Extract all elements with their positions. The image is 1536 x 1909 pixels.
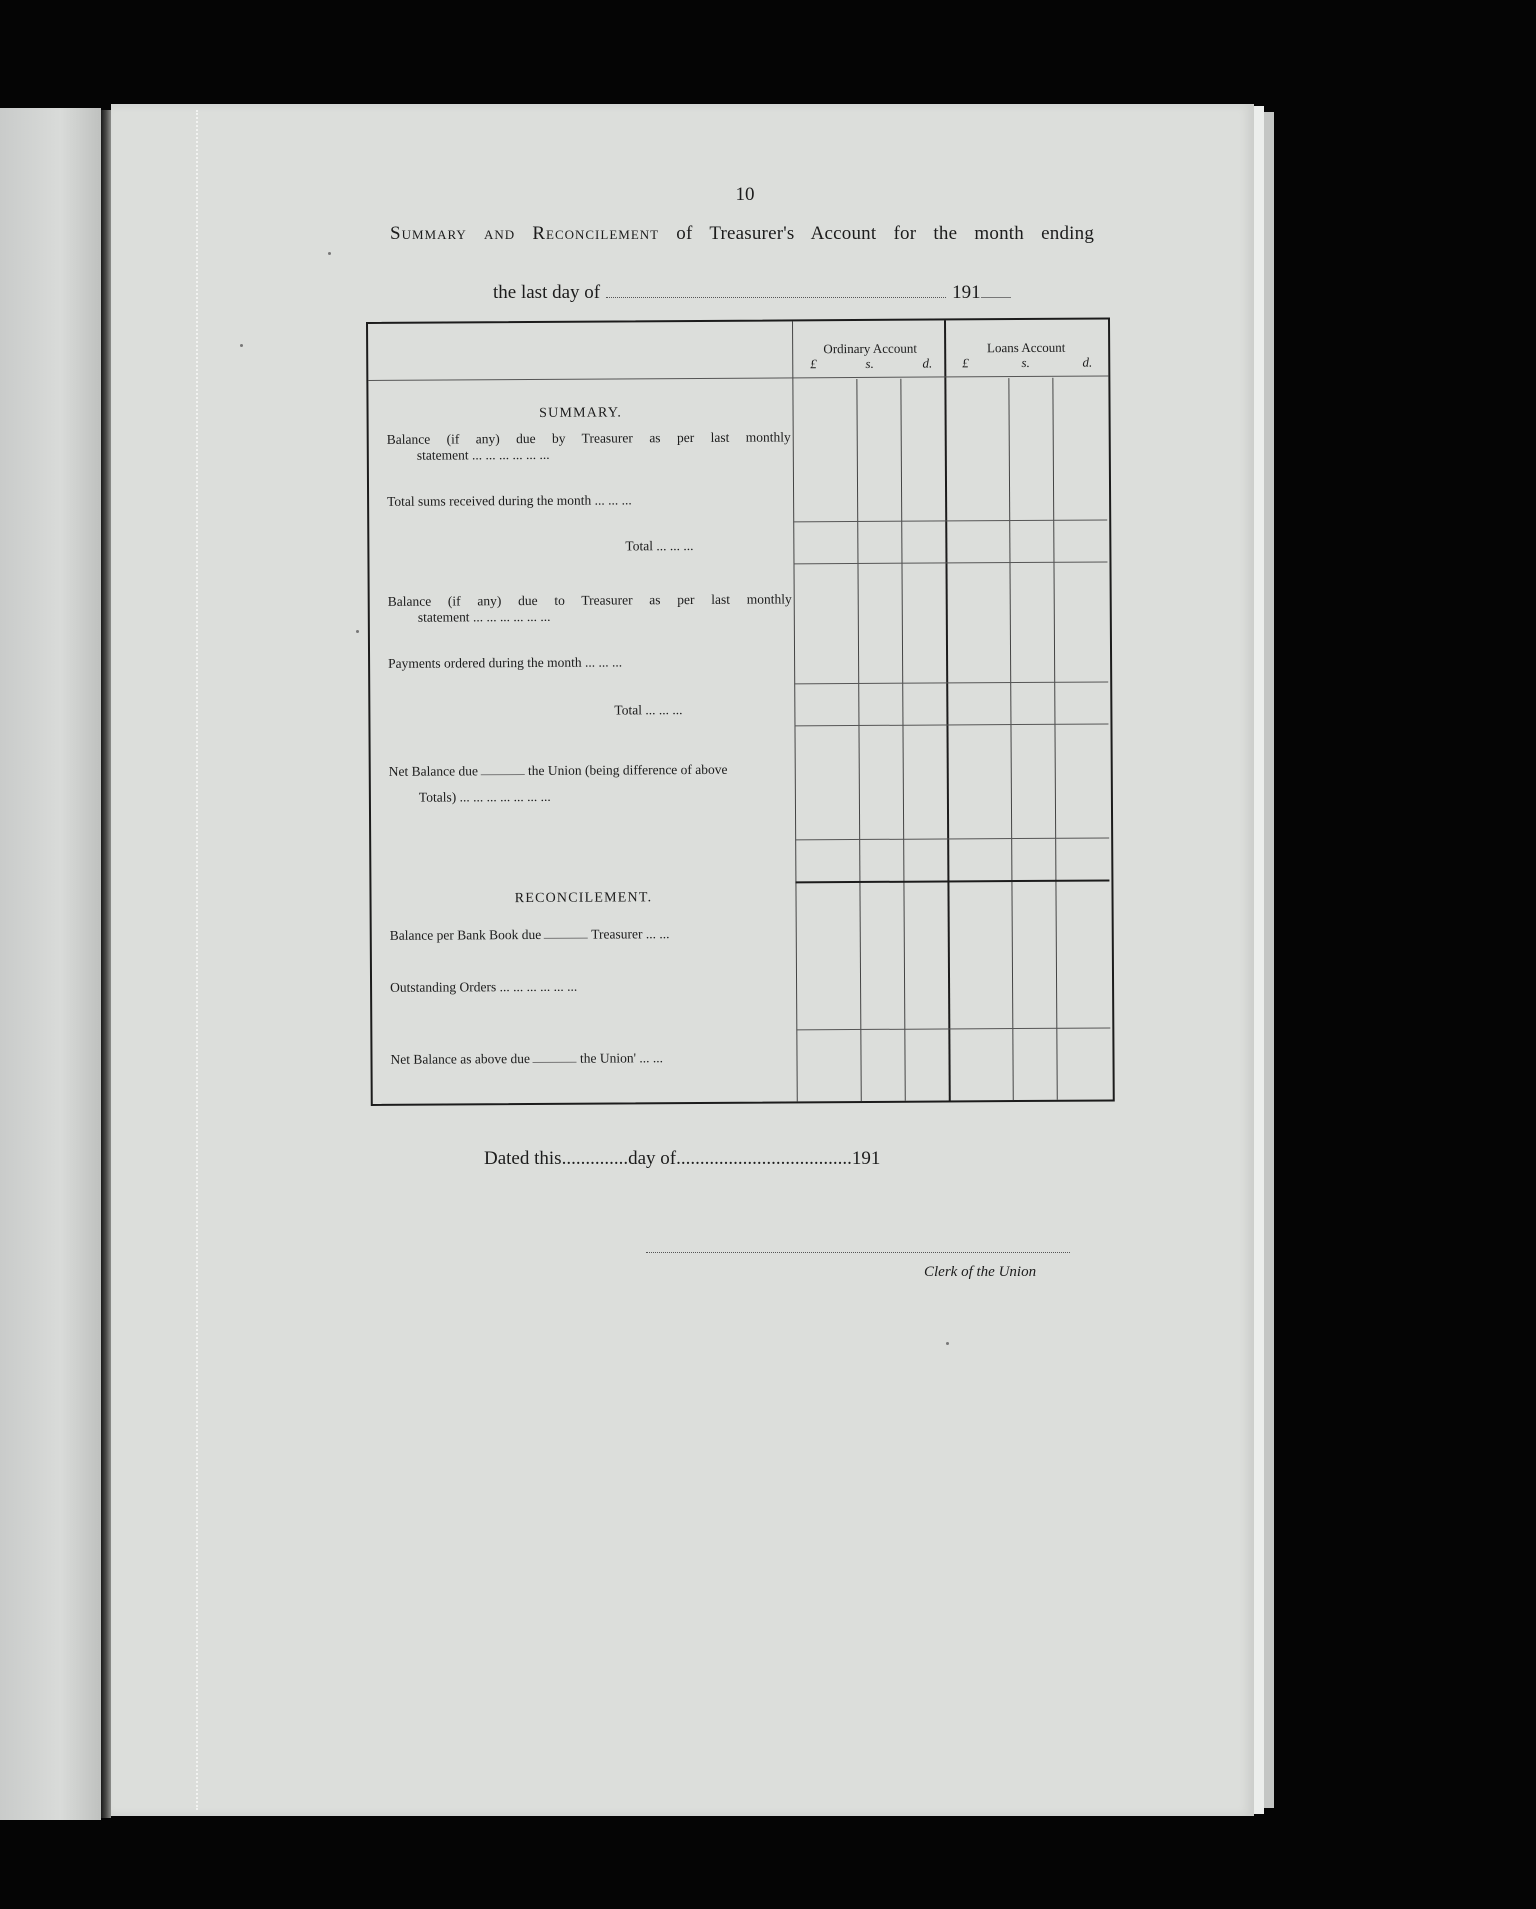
clerk-signature-caption: Clerk of the Union [924, 1264, 1037, 1280]
unit-shilling: s. [865, 355, 874, 371]
bank-book-text-cont: Treasurer ... ... [591, 926, 670, 942]
account-divider [944, 320, 951, 1100]
summary-title: SUMMARY. [539, 405, 623, 421]
heading-date-line [493, 282, 1011, 304]
balance-due-by-label: Balance (if any) due by Treasurer as per last monthly [386, 429, 791, 447]
unit-pence: d. [922, 355, 933, 371]
ordinary-account-header [794, 340, 946, 371]
statement-text: statement ... ... ... ... ... ... [417, 608, 551, 625]
subtotal-rule [794, 681, 1108, 684]
page-edge-shadow [1264, 112, 1274, 1808]
totals-text: Totals) ... ... ... ... ... ... ... [418, 788, 551, 805]
dated-line: Dated this..............day of.....................................191 [484, 1148, 881, 1169]
date-blank [606, 297, 946, 298]
total-label: Total ... ... ... [614, 702, 683, 718]
total-rule [793, 561, 1107, 564]
year-blank [981, 297, 1011, 298]
page-number: 10 [735, 184, 755, 205]
statement-text: statement ... ... ... ... ... ... [416, 446, 550, 463]
signature-line [646, 1252, 1070, 1253]
total-received-label: Total sums received during the month ... ... ... [387, 492, 632, 509]
ordinary-pound-divider [856, 379, 861, 1101]
paper-speck [328, 252, 331, 255]
unit-pound: £ [962, 355, 969, 371]
page-edge [1254, 106, 1264, 1814]
form-heading [390, 223, 1094, 245]
outstanding-orders-label: Outstanding Orders ... ... ... ... ... ... [390, 978, 578, 995]
blank [533, 1062, 577, 1063]
total-rule [794, 723, 1108, 726]
net-balance-rule [795, 837, 1109, 840]
net-balance-label-cont [389, 787, 793, 805]
net-balance-label [389, 761, 793, 779]
heading-rest: of Treasurer's Account for the month ending [676, 223, 1095, 244]
net-balance-above-label [390, 1049, 794, 1067]
net-balance-text-cont: the Union (being difference of above [527, 761, 728, 779]
subtotal-rule [793, 519, 1107, 522]
loans-account-label: Loans Account [986, 339, 1066, 356]
paper-speck [356, 630, 359, 633]
ordinary-units [794, 355, 946, 371]
balance-due-to-label: Balance (if any) due to Treasurer as per last monthly [387, 591, 792, 609]
section-rule [795, 879, 1109, 883]
ordinary-account-label: Ordinary Account [823, 340, 917, 357]
ordinary-shilling-divider [900, 379, 905, 1101]
unit-pound: £ [810, 356, 817, 372]
loans-shilling-divider [1052, 378, 1057, 1100]
net-balance-text: Net Balance due [388, 763, 479, 779]
paper-speck [946, 1342, 949, 1345]
reconcilement-title: RECONCILEMENT. [514, 890, 653, 907]
heading-and: and [483, 223, 516, 244]
total-label: Total ... ... ... [625, 538, 694, 554]
bank-book-label [390, 925, 794, 943]
blank [481, 774, 525, 775]
net-above-text: Net Balance as above due [390, 1051, 530, 1067]
heading-reconcilement: Reconcilement [532, 223, 660, 244]
loans-units [946, 354, 1106, 370]
payments-ordered-label: Payments ordered during the month ... ... ... [388, 654, 623, 671]
facing-page [0, 108, 101, 1820]
balance-due-by-label-cont [387, 445, 791, 463]
heading-summary: Summary [390, 223, 467, 244]
paper-speck [240, 344, 243, 347]
reconcilement-total-rule [796, 1027, 1110, 1030]
blank [544, 938, 588, 939]
balance-due-to-label-cont [388, 607, 792, 625]
loans-account-header [946, 339, 1106, 370]
heading-date-prefix: the last day of [493, 282, 601, 303]
account-table [366, 317, 1115, 1106]
unit-shilling: s. [1021, 354, 1030, 370]
header-rule [368, 375, 1108, 381]
bank-book-text: Balance per Bank Book due [389, 926, 542, 943]
net-above-text-cont: the Union' ... ... [579, 1050, 664, 1066]
perforation-line [196, 110, 198, 1810]
book-gutter [101, 110, 111, 1818]
heading-year: 191 [952, 282, 981, 303]
loans-pound-divider [1008, 378, 1013, 1100]
unit-pence: d. [1082, 354, 1093, 370]
